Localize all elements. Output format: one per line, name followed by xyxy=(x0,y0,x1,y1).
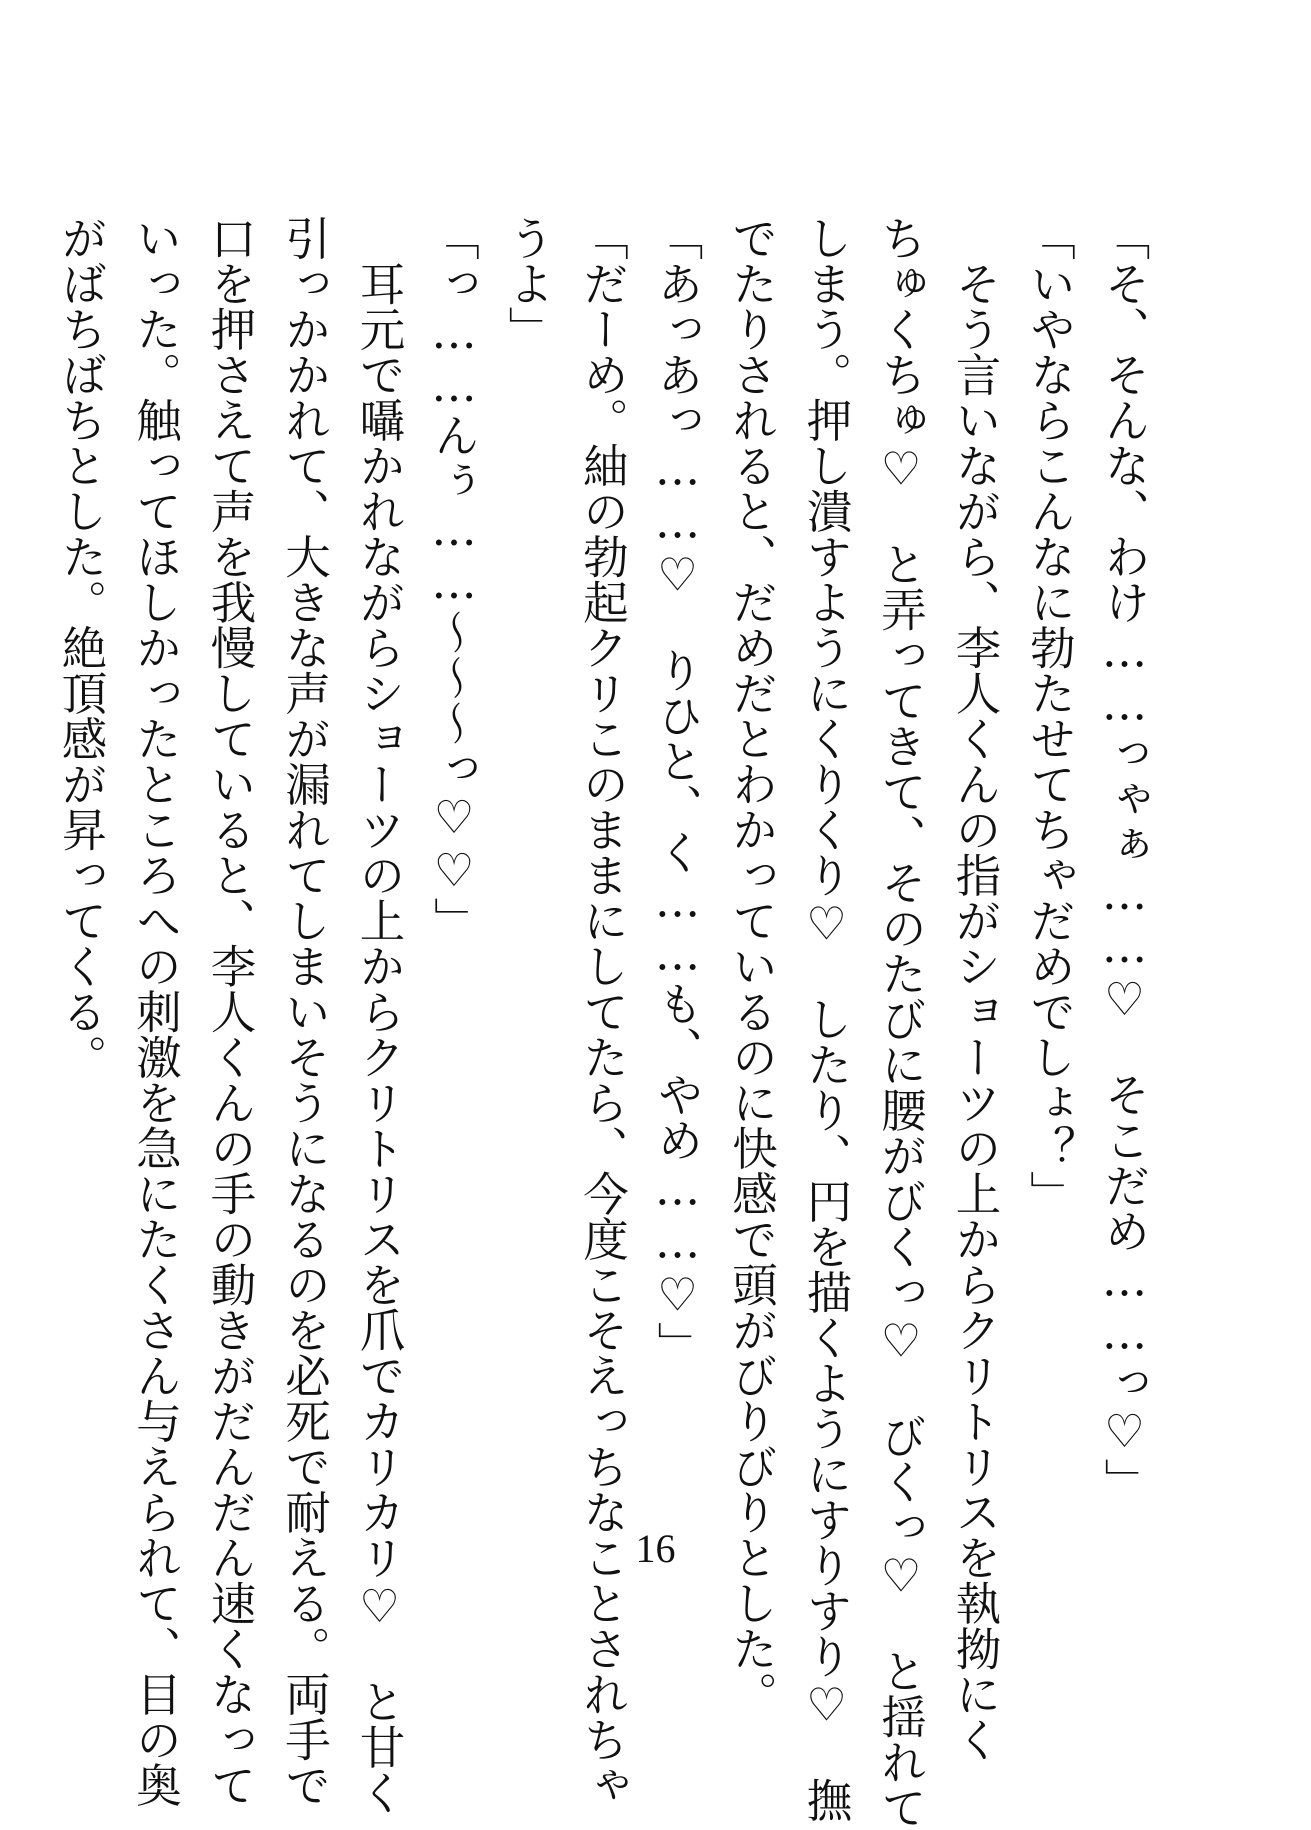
text-line: ちゅくちゅ♡ と弄ってきて、そのたびに腰がびくっ♡ びくっ♡ と揺れて xyxy=(874,215,928,1830)
text-line: でたりされると、だめだとわかっているのに快感で頭がびりびりとした。 xyxy=(725,215,779,1717)
text-line: 口を押さえて声を我慢していると、李人くんの手の動きがだんだん速くなって xyxy=(204,215,257,1808)
text-line: がばちばちとした。絶頂感が昇ってくる。 xyxy=(55,215,108,1080)
text-line: 「いやならこんなに勃たせてちゃだめでしょ？」 xyxy=(1023,215,1077,1216)
text-line: 「だーめ。紬の勃起クリこのままにしてたら、今度こそえっちなことされちゃ xyxy=(576,215,630,1808)
text-line: しまう。押し潰すようにくりくり♡ したり、円を描くようにすりすり♡ 撫 xyxy=(800,215,853,1823)
text-line: うよ」 xyxy=(502,215,555,352)
page-number: 16 xyxy=(635,1526,676,1571)
text-line: 引っかかれて、大きな声が漏れてしまいそうになるのを必死で耐える。両手で xyxy=(278,215,332,1808)
text-line: いった。触ってほしかったところへの刺激を急にたくさん与えられて、目の奥 xyxy=(129,215,183,1808)
text-line: 耳元で囁かれながらショーツの上からクリトリスを爪でカリカリ♡ と甘く xyxy=(353,215,406,1815)
text-line: そう言いながら、李人くんの指がショーツの上からクリトリスを執拗にく xyxy=(949,215,1002,1762)
text-line: 「っ……んぅ……～～～っ♡♡」 xyxy=(427,215,481,943)
text-line: 「そ、そんな、わけ……っゃぁ……♡ そこだめ……っ♡」 xyxy=(1098,215,1151,1504)
text-line: 「あっあっ……♡ りひと、く……も、やめ……♡」 xyxy=(651,215,704,1367)
